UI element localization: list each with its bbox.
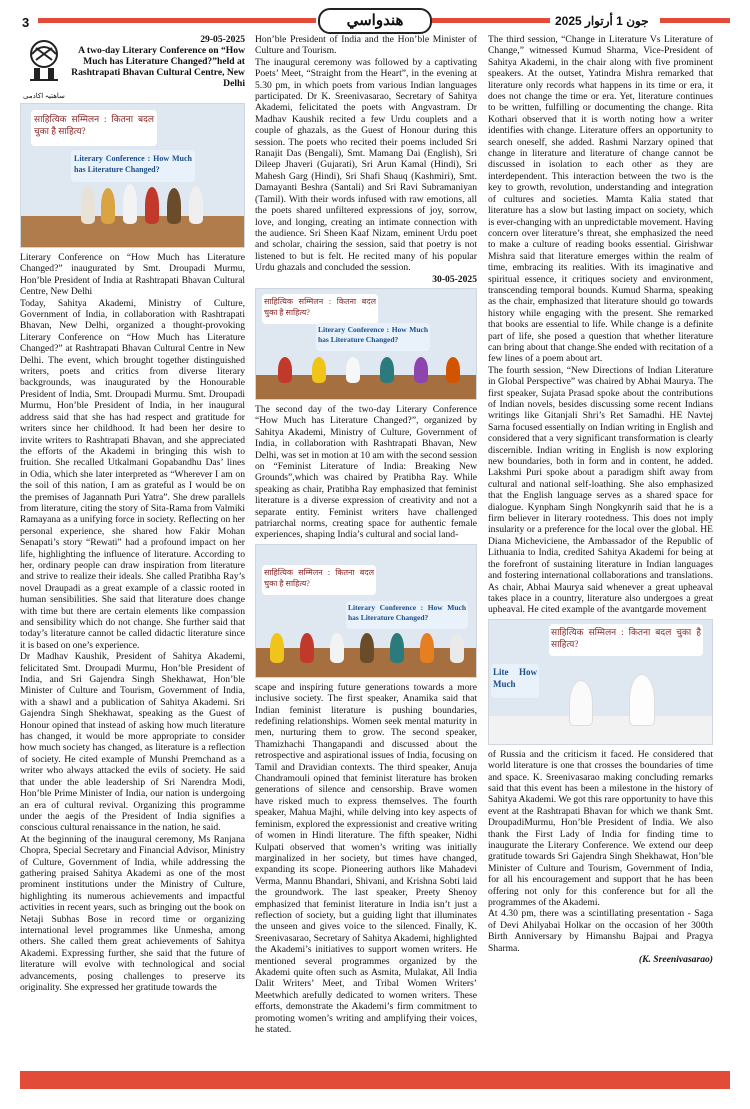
photo-session-feminist (255, 544, 477, 678)
person-shape (101, 188, 115, 224)
photo-session-two (255, 288, 477, 400)
photo-closing-session (488, 619, 713, 745)
sahitya-akademi-logo (20, 36, 68, 101)
person-shape (380, 357, 394, 383)
person-shape (189, 186, 203, 224)
paragraph: The fourth session, “New Directions of Indian Literature in Global Perspective” was chaired by Abhai Maurya. The first speaker, Sujata Prasad spoke about the contributions of Indian novels, besides discussing some recent Indians writings like Gitanjali Shri’s Ret Samadhi. HE Navtej Sarna focused essentially on Indian writing in English and considered that a very significant transformation is clearly discernible. Indian writing in English is now exploring new boundaries, both in form and in content, he added. Lakshmi Puri spoke about a paradigm shift away from cultural and national self-loathing. She also emphasized that the English language serves as a shared space for dialogue. Kynpham Singh Nongkynrih said that he is a firm believer in literary rootedness. This does not imply insularity or a preference for the local over the global. HE Diana Micheviciene, the Ambassador of the Republic of Lithuania to India, credited Sahitya Akademi for being at the forefront of sustaining literature in Indian languages and fostering international collaborations and translations. As chair, Abhai Maurya said whenever a great upheaval takes place in a country, literature also undergoes a great upheaval. He cited example of the avantgarde movement (488, 364, 713, 616)
paragraph: Today, Sahitya Akademi, Ministry of Culture, Government of India, in collaboration with Rashtrapati Bhavan, New Delhi, organized a thought-provoking Literary Conference on “How Much has Literature Changed?” at Rashtrapati Bhavan Cultural Centre in New Delhi. The event, which brought together distinguished writers, poets and critics from diverse literary backgrounds, was inaugurated by the Honourable President of India, Smt. Droupadi Murmu. Smt. Droupadi Murmu, Hon’ble President of India, in her inaugural address said that she has had respect and gratitude for writers since her childhood. It had been her desire to invite writers to Rashtrapati Bhavan, and she appreciated the efforts of the Akademi in bringing this wish to fruition. She recalled Utkalmani Gopabandhu Das’ lines in Odia, which she later interpreted as “Wherever I am on the soil of this nation, I am as grateful as I would be on the premises of Jagannath Puri Yatra”. She drew parallels from literature, citing the story of Sita-Rama from Valmiki Ramayana as a unifying force in society. Reflecting on her personal experience, she shared how Fakir Mohan Senapati’s story “Rewati” had a profound impact on her life, highlighting the influence of literature. According to her, ordinary people can draw inspiration from literature and strive to realize their ideals. She called Pratibha Ray’s novel Draupadi as a great example of a classic rooted in human sensibilities. She said that literature does change with time but there are certain elements like compassion and sensibility which do not change. She further said that today’s literature cannot be called didactic literature since it is based on one’s experience. (20, 297, 245, 651)
photo-sign-text: Lite How Much (491, 664, 539, 698)
person-shape (123, 184, 137, 224)
person-shape (420, 633, 434, 663)
photo-banner-text: साहित्यिक सम्मिलन : कितना बदल चुका है साहित्य? (262, 565, 376, 595)
headline: A two-day Literary Conference on “How Much has Literature Changed?”held at Rashtrapati Bhavan Cultural Centre, New Delhi (71, 45, 245, 89)
paragraph: Literary Conference on “How Much has Literature Changed?” inaugurated by Smt. Droupadi Murmu, Hon’ble President of India at Rashtrapati Bhavan Cultural Centre, New Delhi (20, 252, 245, 298)
person-shape (450, 633, 464, 663)
paragraph: of Russia and the criticism it faced. He considered that world literature is one that crosses the boundaries of time and space. K. Sreenivasarao making concluding remarks said that this event has been a milestone in the history of Sahitya Akademi. We got this rare opportunity to have this event at the Rashtrapati Bhavan for which we thank Smt. DroupadiMurmu, Hon’ble President of India. We also thank the First Lady of India for finding time to inaugurate the Literary Conference. We extend our deep gratitude towards Sri Gajendra Singh Shekhawat, Hon’ble Minister of Culture and Tourism, Government of India, for all his encouragement and support that he has been offering not only for this conference but for all the programmes of the Akademi. (488, 748, 713, 908)
person-shape (360, 633, 374, 663)
person-shape (414, 357, 428, 383)
photo-banner-text: साहित्यिक सम्मिलन : कितना बदल चुका है साहित्य? (549, 624, 703, 656)
person-shape (629, 674, 655, 726)
paragraph: At the beginning of the inaugural ceremony, Ms Ranjana Chopra, Special Secretary and Financial Advisor, Ministry of Culture, Government of India, while addressing the gathering praised Sahitya Akademi as one of the most prominent institutions under the Ministry of Culture, highlighting its numerous achievements and impactful activities in recent years, such as bringing out the book on Netaji Subhas Bose in record time or organizing international level programmes like Unmesha, among others. She called them great achievements of Sahitya Akademi. Expressing further, she said that the future of literature will evolve with technological and social advancements, posing challenges to preserve its originality. She expressed her gratitude towards the (20, 833, 245, 993)
page-number: 3 (22, 15, 30, 30)
author-signature: (K. Sreenivasarao) (638, 954, 713, 966)
person-shape (330, 633, 344, 663)
photo-sign-text: Literary Conference : How Much has Literature Changed? (71, 150, 195, 182)
article-date: 30-05-2025 (432, 273, 477, 285)
photo-inauguration (20, 103, 245, 248)
person-shape (167, 188, 181, 224)
person-shape (270, 633, 284, 663)
paragraph: The second day of the two-day Literary Conference “How Much has Literature Changed?”, organized by Sahitya Akademi, Ministry of Culture, Government of India, in collaboration with Rashtrapati Bhavan, New Delhi, was set in motion at 10 am with the second session on “Feminist Literature of India: Breaking New Grounds”,which was chaired by Pratibha Ray. While speaking as chair, Pratibha Ray emphasized that feminist literature is a diverse expression of creativity and not a separate entity. Feminist writers have challenged patriarchal norms, creating space for authentic female experiences, shaping India’s cultural and social land- (255, 403, 477, 541)
person-shape (278, 357, 292, 383)
column-1 (20, 34, 245, 993)
person-shape (446, 357, 460, 383)
paragraph: The third session, “Change in Literature Vs Literature of Change,” witnessed Kumud Sharma, Vice-President of Sahitya Akademi, in the chair along with five prominent speakers. At the outset, Yatindra Mishra remarked that literature only records what happens in its time or era, it does not change the time or era. Yet, literature continues to be written, fulfilling or documenting the change. Rita Kothari observed that it is worth noting how a writer identifies with change. Literature offers an opportunity to search oneself, she added. Rashmi Narzary opined that change in literature and literature of change cannot be discussed in isolation to each other as they are interdependent. This interaction between the two is the key to growth, revolution, understanding and integration of cultures and societies. Mamta Kalia stated that literature has a slow but lasting impact on society, which is ever-changing with an unpredictable movement. Having concern over literature’s threat, she emphasized the need to make a culture of reading books essential. Girishwar Mishra said that literature emerges within the realm of time, embracing its realities. With its imaginative and spiritual essence, it critiques society and environment, transcending temporal bounds. Kumud Sharma, speaking as the chair, emphasized that literature should go towards history while engaging with the present. She remarked that books are essential to life. While change is a definite part of life, she posed a question that whether literature can bring about that change.She ended with recitation of a few lines of a poem about art. (488, 34, 713, 365)
person-shape (312, 357, 326, 383)
person-shape (569, 680, 593, 726)
person-shape (346, 357, 360, 383)
header-mid-bar (432, 18, 550, 23)
photo-sign-text: Literary Conference : How Much has Literature Changed? (346, 601, 468, 629)
masthead-name: هندواسي (318, 8, 432, 34)
header-right-bar (660, 18, 730, 23)
paragraph: The inaugural ceremony was followed by a captivating Poets’ Meet, “Straight from the Heart”, in the evening at 5.30 pm, in which poets from various Indian languages participated. Dr K. Sreenivasarao, Secretary of Sahitya Akademi, felicitated the poets with Angvastram. Dr Madhav Kaushik recited a few Urdu couplets and a couple of ghazals, as the Guest of Honour during this session. The poets who recited their poems included Sri Ranajit Das (Bengali), Smt. Mamang Dai (English), Sri Dileep Jhaveri (Gujarati), Sri Arun Kamal (Hindi), Sri Mahesh Garg (Hindi), Sri Shafi Shauq (Kashmiri), Smt. Damayanti Beshra (Santali) and Sri Ravi Subramaniyan (Tamil). With their words infused with raw emotions, all the poets shared unfiltered expressions of joy, sorrow, love, and longing, creating an intimate connection with the audience. Sri Sheen Kaaf Nizam, eminent Urdu poet and scholar, chairing the session, said that poetry is not listened to but is felt. He recited many of his popular Urdu ghazals and concluded the session. (255, 56, 477, 274)
article-date: 29-05-2025 (200, 34, 245, 45)
headline-block (68, 34, 245, 89)
paragraph: At 4.30 pm, there was a scintillating presentation - Saga of Devi Ahilyabai Holkar on the occasion of her 300th Birth Anniversary by Himanshu Bajpai and Pragya Sharma. (488, 908, 713, 954)
person-shape (300, 633, 314, 663)
photo-banner-text: साहित्यिक सम्मिलन : कितना बदल चुका है साहित्य? (262, 294, 378, 324)
logo-caption: ساهتیہ اکادمی (23, 92, 65, 101)
stage (489, 716, 712, 743)
person-shape (145, 187, 159, 224)
paragraph: Hon’ble President of India and the Hon’ble Minister of Culture and Tourism. (255, 34, 477, 57)
column-3 (488, 34, 713, 965)
article-masthead (20, 34, 245, 100)
header-left-bar (38, 18, 316, 23)
page-header (0, 0, 750, 38)
person-shape (390, 633, 404, 663)
photo-sign-text: Literary Conference : How Much has Literature Changed? (316, 323, 430, 351)
issue-date: 2025 جون 1 أرتوار (555, 14, 649, 28)
column-2 (255, 34, 477, 1035)
photo-banner-text: साहित्यिक सम्मिलन : कितना बदल चुका है साहित्य? (31, 110, 157, 146)
person-shape (81, 186, 95, 224)
paragraph: scape and inspiring future generations towards a more inclusive society. The first speaker, Anamika said that Indian feminist literature is pushing boundaries, redefining relationships. Women seek mental maturity in men, nurturing them to grow. The second speaker, Thamizhachi Thangapandi and discussed about the retrospective and aspirational issues of India, focusing on Tamil and Dravidian contexts. The third speaker, Anuja Chandramouli opined that feminist literature has broken generations of silence and censorship. Brave women have risked much to express themselves. The fourth speaker, Mahua Majhi, while delving into key aspects of feminism, explored the expressionist and creative writing of women in Hindi literature. The fifth speaker, Nidhi Kulpati observed that women’s writing was initially marginalized in her society, but times have changed, expanding its scope. Pioneering authors like Mahadevi Verma, Mannu Bhandari, Shivani, and Krishna Sobti laid the groundwork. The last speaker, Preety Shenoy emphasized that feminist literature in India isn’t just a reflection of society, but a guiding light that illuminates the unseen and gives voice to the silenced. Finally, K. Sreenivasarao, Secretary of Sahitya Akademi, highlighted the Akademi’s initiatives to support women writers. He mentioned several programmes organized by the Akademi quite often such as Asmita, Mulakat, All India Dalit Writers’ Meet, and Tribal Women Writers’ Meetwhich arefully dedicated to women writers. These efforts, demonstrate the Akademi’s firm commitment to promoting women’s writing and amplifying their voices, he stated. (255, 681, 477, 1035)
footer-bar (20, 1071, 730, 1089)
paragraph: Dr Madhav Kaushik, President of Sahitya Akademi, felicitated Smt. Droupadi Murmu, Hon’ble President of India, and Sri Gajendra Singh Shekhawat, Hon’ble Minister of Culture and Tourism, Government of India, with a shawl and a publication of Sahitya Akademi. Sri Gajendra Singh Shekhawat, speaking as the Guest of Honour opined that instead of asking how much literature has changed, it would be more appropriate to consider how much society has changed, as literature is a reflection of society. He cited example of Munshi Premchand as a writer who always attacked the evils of society. He said that under the able leadership of Sri Narendra Modi, Hon’ble Prime Minister of India, our nation is undergoing an era of cultural revival. Organizing this programme under the aegis of the President of India signifies a conscious cultural renaissance in the nation, he said. (20, 651, 245, 834)
